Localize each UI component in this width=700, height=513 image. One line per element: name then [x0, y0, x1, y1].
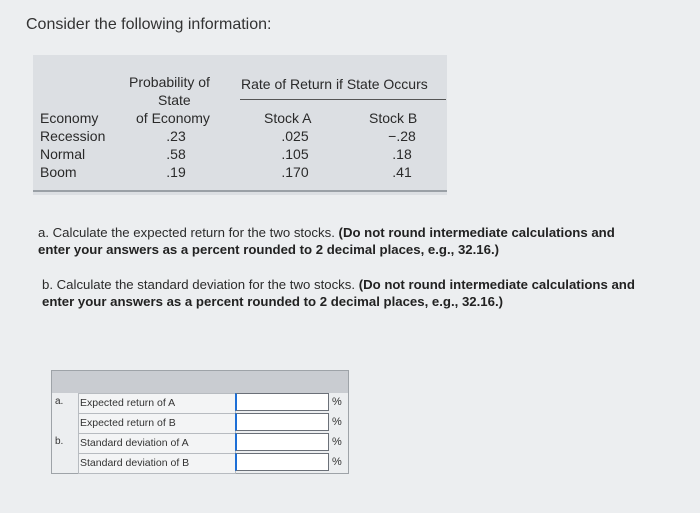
answer-label-std-dev-a: Standard deviation of A [80, 437, 189, 449]
row-a-normal: .105 [281, 146, 309, 162]
row-b-normal: .18 [392, 146, 412, 162]
answer-label-std-dev-b: Standard deviation of B [80, 457, 190, 469]
question-a [38, 224, 638, 258]
prob-header-line-3: of Economy [136, 110, 210, 126]
answer-table-header [51, 370, 349, 393]
expected-return-b-input[interactable] [235, 413, 329, 431]
percent-unit: % [332, 436, 342, 448]
table-bottom-rule [33, 190, 447, 192]
stock-b-header: Stock B [369, 110, 418, 126]
question-b-instructions: (Do not round intermediate calculations and enter your answers as a percent rounded to 2 decimal places, e.g., 32.16.) [42, 277, 635, 309]
row-state-recession: Recession [40, 128, 106, 144]
part-label: a. [55, 396, 64, 407]
row-prob-recession: .23 [166, 128, 186, 144]
answer-row [51, 453, 349, 474]
economy-header: Economy [40, 110, 99, 126]
question-b [42, 276, 638, 310]
percent-unit: % [332, 416, 342, 428]
row-state-normal: Normal [40, 146, 86, 162]
row-a-recession: .025 [281, 128, 309, 144]
row-state-boom: Boom [40, 164, 77, 180]
row-prob-normal: .58 [166, 146, 186, 162]
rate-header: Rate of Return if State Occurs [241, 76, 428, 92]
prob-header-line-2: State [158, 92, 191, 108]
row-b-recession: −.28 [388, 128, 416, 144]
stock-a-header: Stock A [264, 110, 312, 126]
answer-row [51, 433, 349, 453]
percent-unit: % [332, 396, 342, 408]
row-b-boom: .41 [392, 164, 412, 180]
std-dev-a-input[interactable] [235, 433, 329, 451]
answer-label-expected-return-a: Expected return of A [80, 397, 176, 409]
answer-row [51, 393, 349, 413]
row-prob-boom: .19 [166, 164, 186, 180]
answer-label-expected-return-b: Expected return of B [80, 417, 176, 429]
part-label: b. [55, 436, 64, 447]
prob-header-line-1: Probability of [129, 74, 210, 90]
std-dev-b-input[interactable] [235, 453, 329, 471]
percent-unit: % [332, 456, 342, 468]
question-a-instructions: (Do not round intermediate calculations and enter your answers as a percent rounded to 2 decimal places, e.g., 32.16.) [38, 225, 615, 257]
question-b-text: b. Calculate the standard deviation for the two stocks. [42, 277, 356, 292]
answer-row [51, 413, 349, 433]
row-a-boom: .170 [281, 164, 309, 180]
expected-return-a-input[interactable] [235, 393, 329, 411]
question-a-text: a. Calculate the expected return for the two stocks. [38, 225, 335, 240]
answer-table [51, 370, 349, 474]
page-heading: Consider the following information: [26, 16, 272, 33]
rate-header-rule [240, 99, 446, 100]
